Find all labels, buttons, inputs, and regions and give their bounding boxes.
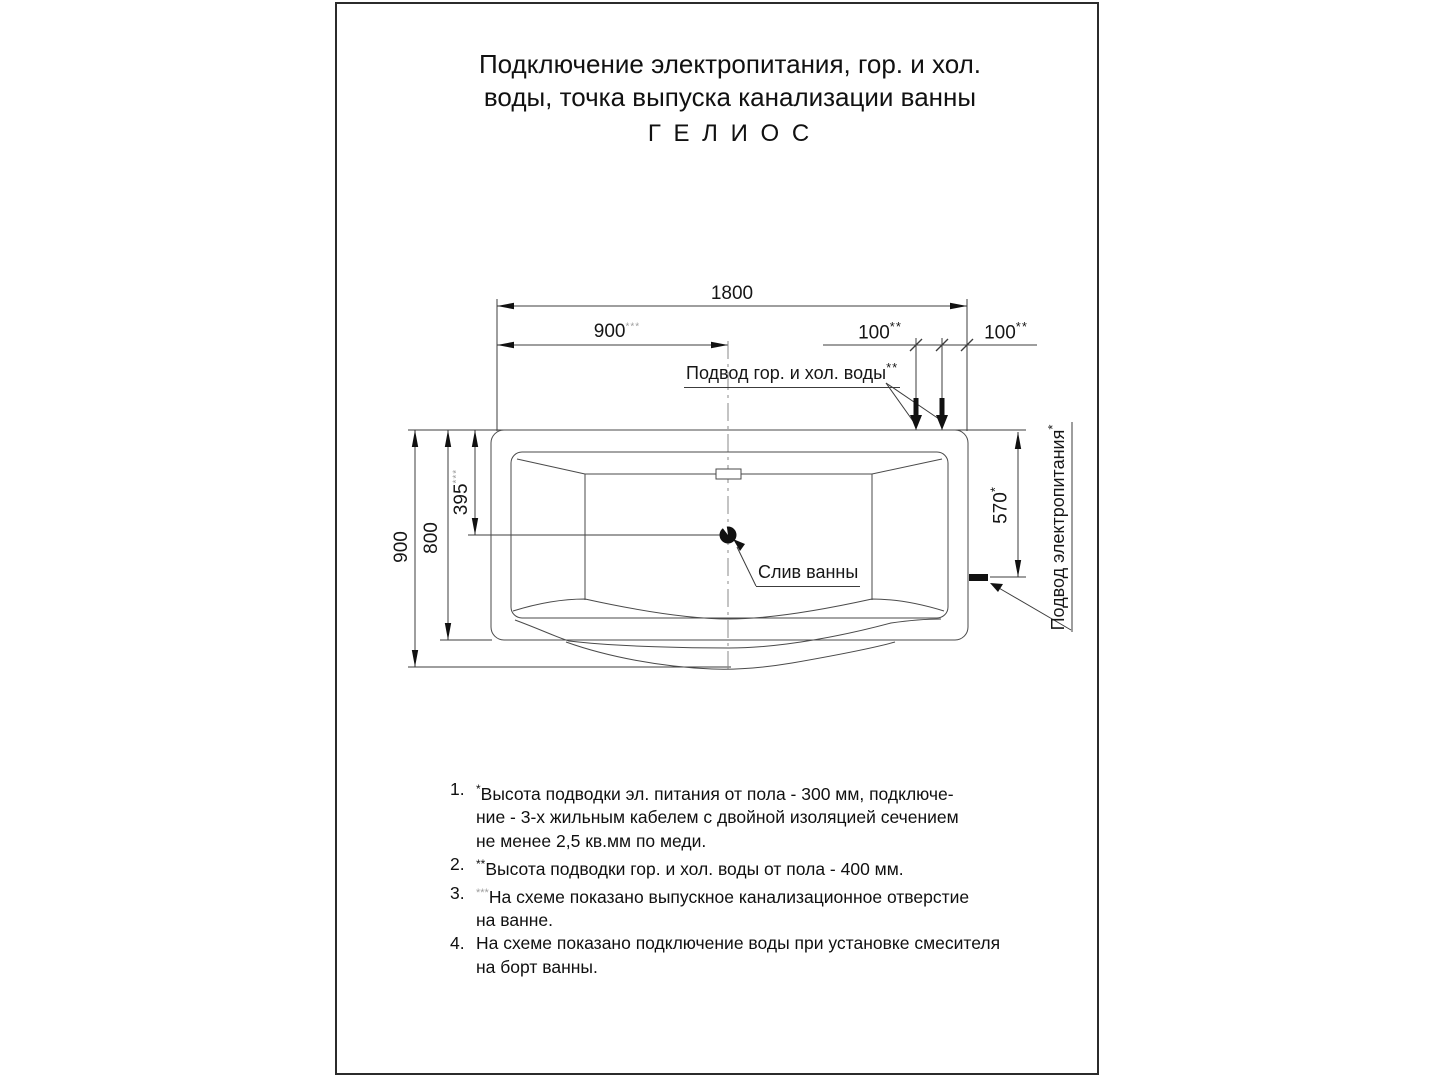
note-item-4: 4. На схеме показано подключение воды при установке смесителя на борт ванны.: [450, 933, 1001, 977]
dim-water-to-edge: 100**: [984, 319, 1028, 344]
dim-rim-width: 800: [421, 522, 442, 554]
notes-list: [450, 778, 1050, 979]
dimension-lines: [408, 299, 1072, 667]
note-item-1: 1. *Высота подводки эл. питания от пола - 300 мм, подключе- ние - 3-х жильным кабелем с двойной изоляцией сечением не менее 2,5 кв.мм по меди.: [450, 779, 959, 851]
dim-drain-offset-x: 900***: [593, 321, 641, 342]
dim-overall-length: 1800: [710, 283, 754, 304]
overflow-opening: [716, 469, 741, 479]
dimension-arrows: [412, 303, 1021, 667]
drain-symbol: [720, 525, 737, 544]
power-connection-marker: [969, 574, 988, 581]
title-line-2: воды, точка выпуска канализации ванны: [483, 82, 977, 112]
note-item-2: 2. **Высота подводки гор. и хол. воды от пола - 400 мм.: [450, 854, 904, 880]
title-line-1: Подключение электропитания, гор. и хол.: [478, 49, 981, 79]
water-supply-label: Подвод гор. и хол. воды**: [684, 360, 900, 388]
water-supply-arrow-icon: [910, 398, 948, 430]
page-title: [430, 48, 1030, 150]
model-name: Г Е Л И О С: [647, 120, 813, 147]
dim-drain-offset-y: 395***: [451, 468, 472, 516]
dim-water-spacing: 100**: [858, 319, 902, 344]
note-item-3: 3. ***На схеме показано выпускное канализационное отверстие на ванне.: [450, 882, 970, 930]
bathtub-outline: [491, 430, 968, 669]
dim-power-offset: 570*: [987, 486, 1012, 524]
drain-label: Слив ванны: [756, 562, 860, 587]
dim-overall-width: 900: [391, 531, 412, 563]
power-supply-label: Подвод электропитания*: [1045, 423, 1068, 631]
